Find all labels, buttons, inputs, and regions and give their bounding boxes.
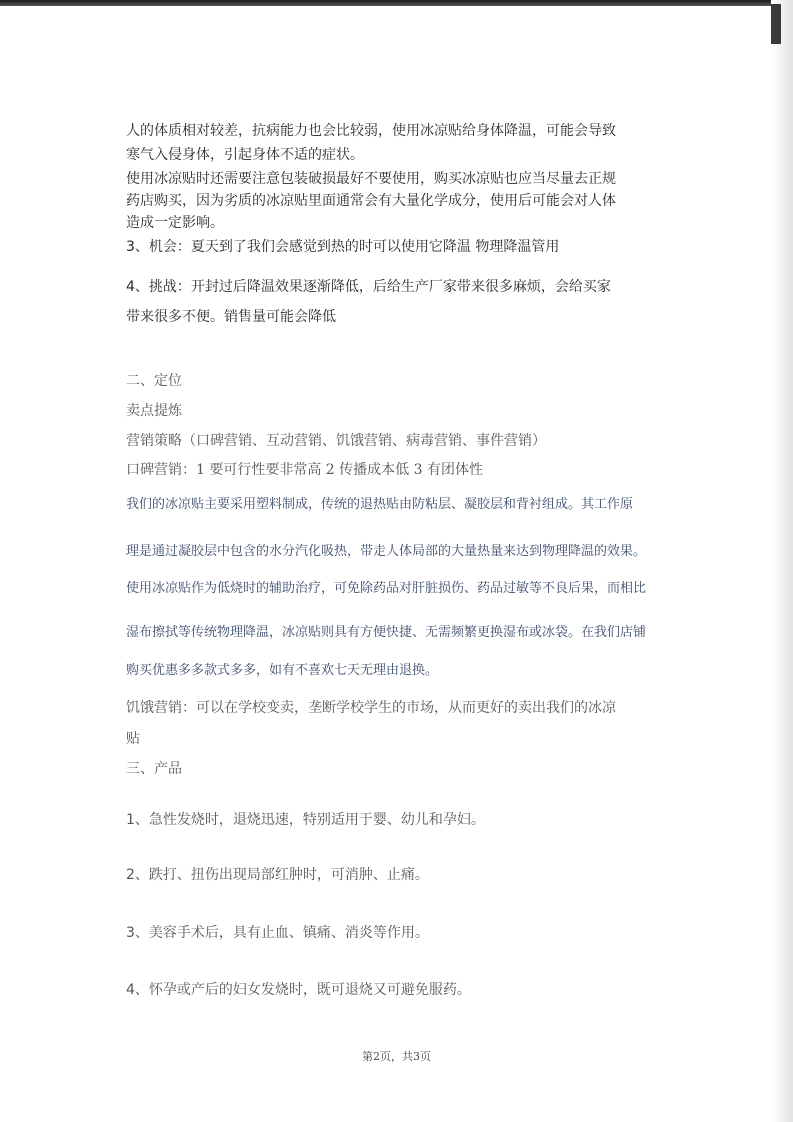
para1-line-1: 人的体质相对较差，抗病能力也会比较弱，使用冰凉贴给身体降温，可能会导致 [126,123,616,139]
description-line-5: 购买优惠多多款式多多，如有不喜欢七天无理由退换。 [126,663,439,678]
product-item-1: 1、急性发烧时，退烧迅速，特别适用于婴、幼儿和孕妇。 [126,812,485,828]
para1-line-2: 寒气入侵身体，引起身体不适的症状。 [126,147,364,163]
description-line-3: 使用冰凉贴作为低烧时的辅助治疗，可免除药品对肝脏损伤、药品过敏等不良后果，而相比 [126,581,647,596]
hunger-marketing-line-1: 饥饿营销：可以在学校变卖，垄断学校学生的市场，从而更好的卖出我们的冰凉 [126,700,616,716]
challenge-line-1: 4、挑战：开封过后降温效果逐渐降低，后给生产厂家带来很多麻烦，会给买家 [126,279,611,295]
para2-line-2: 药店购买，因为劣质的冰凉贴里面通常会有大量化学成分，使用后可能会对人体 [126,193,616,209]
section-product-heading: 三、产品 [126,761,182,777]
section-positioning-heading: 二、定位 [126,373,182,389]
description-line-4: 湿布擦拭等传统物理降温，冰凉贴则具有方便快捷、无需频繁更换湿布或冰袋。在我们店铺 [126,625,647,640]
challenge-line-2: 带来很多不便。销售量可能会降低 [126,309,336,325]
product-item-2: 2、跌打、扭伤出现局部红肿时，可消肿、止痛。 [126,867,429,883]
marketing-strategy-line: 营销策略（口碑营销、互动营销、饥饿营销、病毒营销、事件营销） [126,433,546,449]
product-item-3: 3、美容手术后，具有止血、镇痛、消炎等作用。 [126,925,429,941]
para2-line-3: 造成一定影响。 [126,215,224,231]
page-footer: 第2页，共3页 [362,1050,431,1063]
opportunity-line: 3、机会：夏天到了我们会感觉到热的时可以使用它降温 物理降温管用 [126,239,560,255]
product-item-4: 4、怀孕或产后的妇女发烧时，既可退烧又可避免服药。 [126,982,471,998]
description-line-1: 我们的冰凉贴主要采用塑料制成，传统的退热贴由防粘层、凝胶层和背衬组成。其工作原 [126,497,634,512]
word-of-mouth-line: 口碑营销：1 要可行性要非常高 2 传播成本低 3 有团体性 [126,462,483,478]
selling-points-heading: 卖点提炼 [126,403,182,419]
description-line-2: 理是通过凝胶层中包含的水分汽化吸热，带走人体局部的大量热量来达到物理降温的效果。 [126,544,647,559]
para2-line-1: 使用冰凉贴时还需要注意包装破损最好不要使用，购买冰凉贴也应当尽量去正规 [126,171,616,187]
hunger-marketing-line-2: 贴 [126,731,140,747]
